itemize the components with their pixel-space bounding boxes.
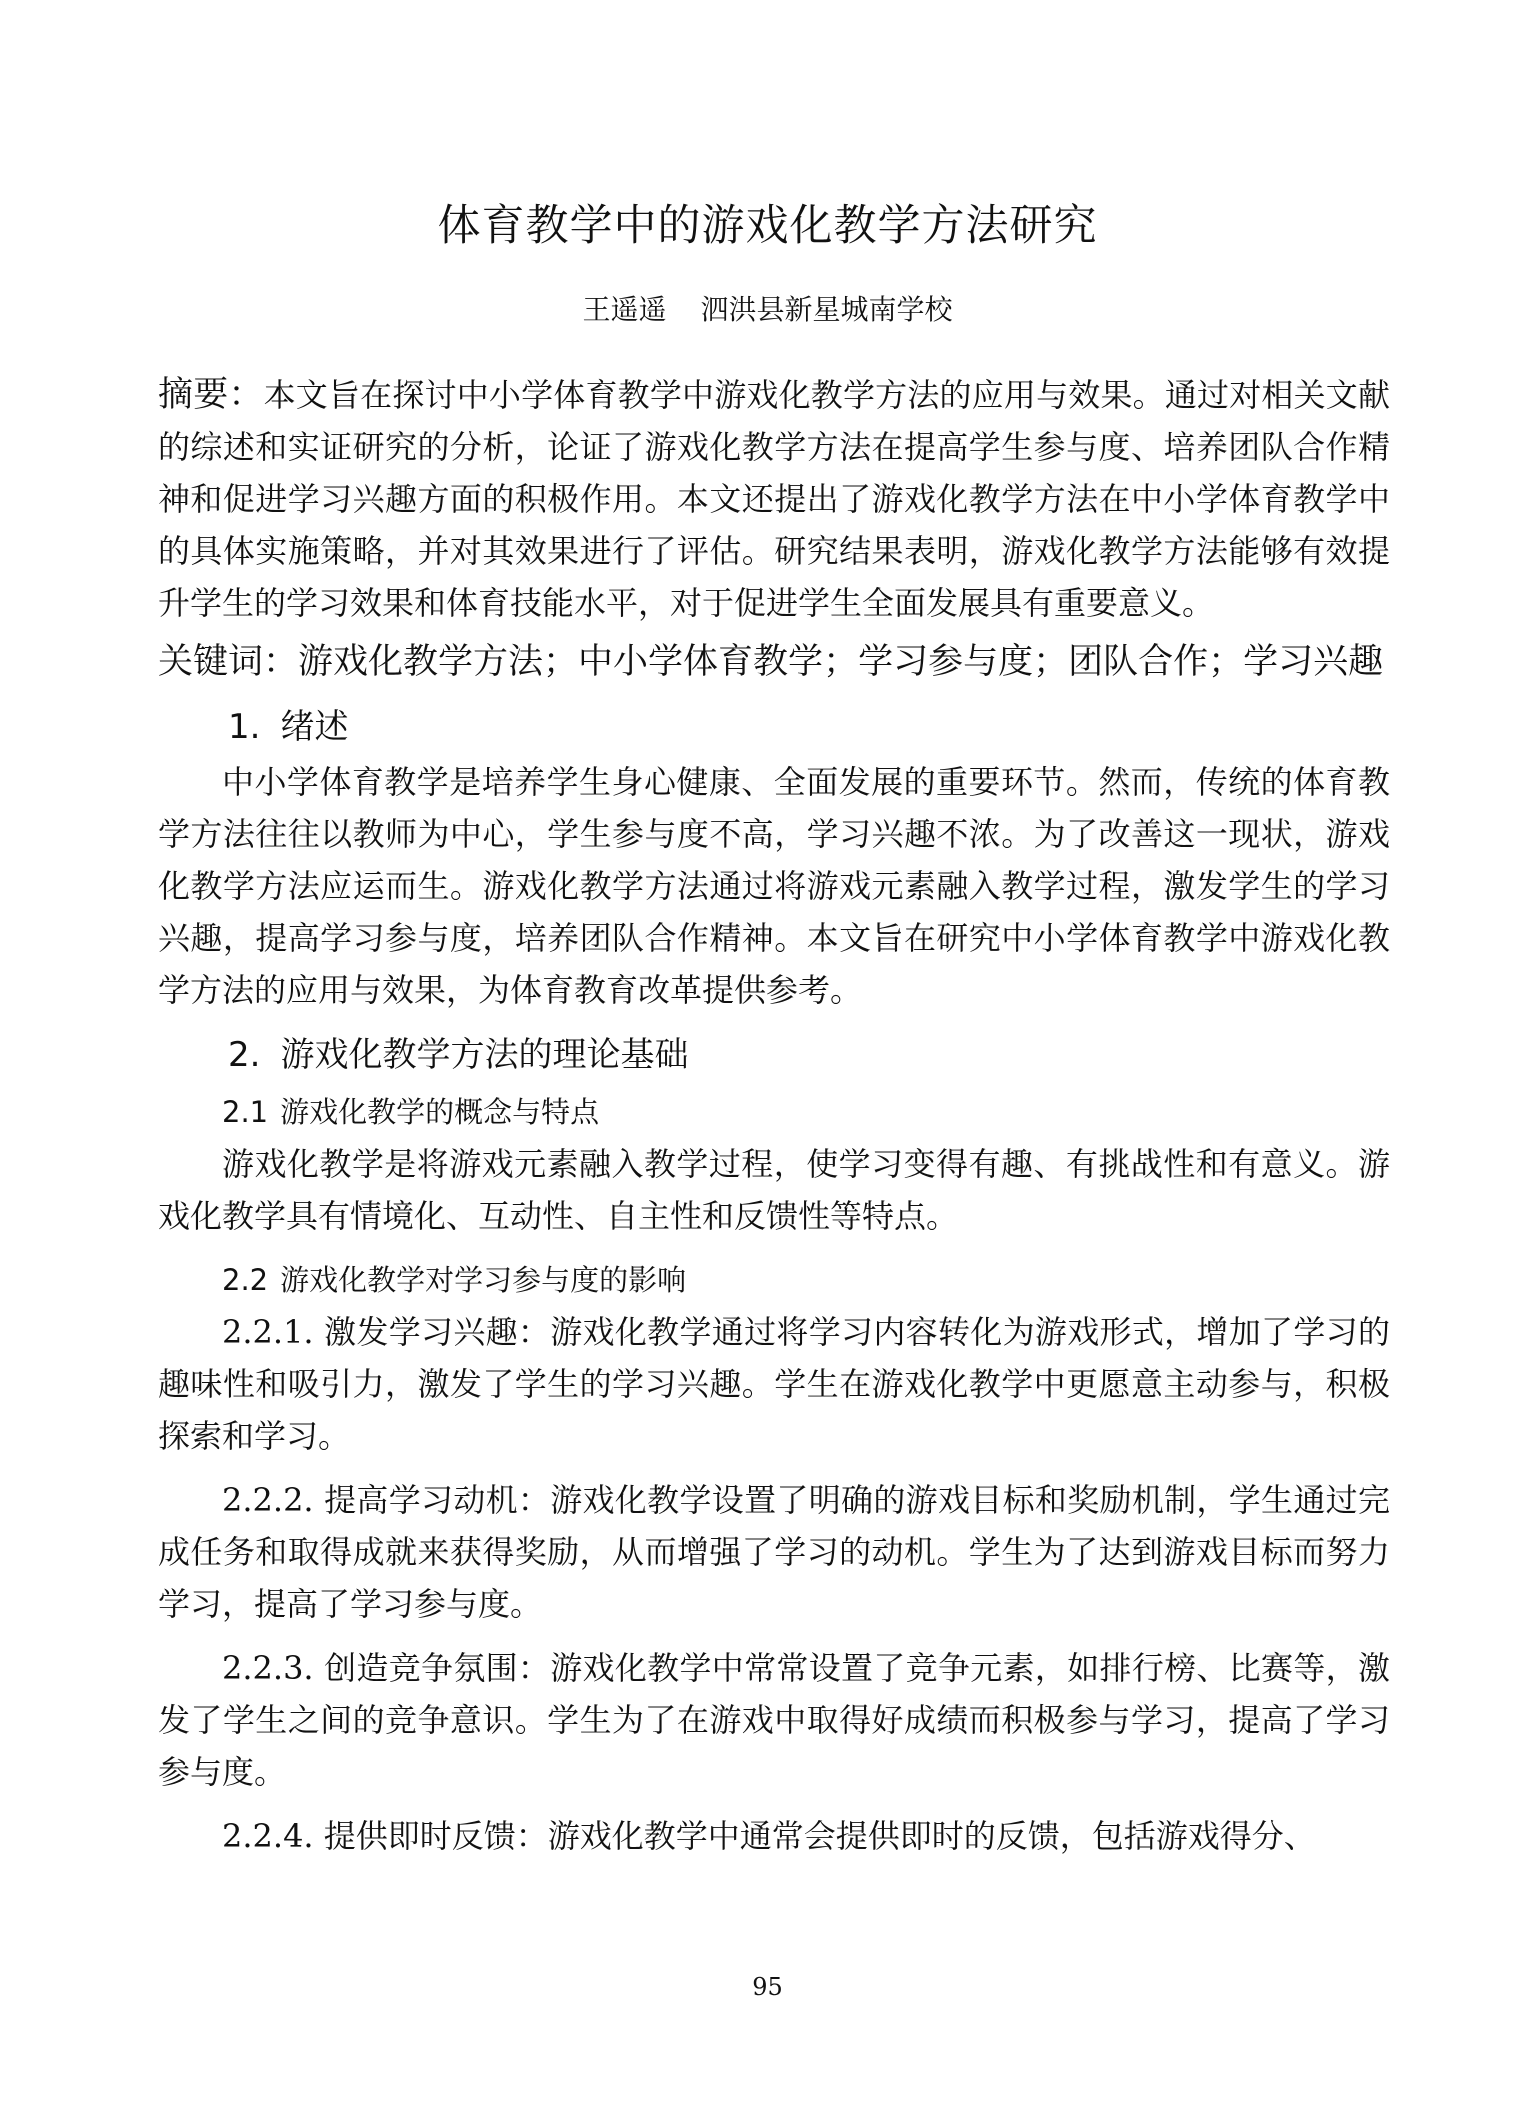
section-title: 绪述 xyxy=(280,707,349,747)
subsection-2-1-paragraph: 游戏化教学是将游戏元素融入教学过程，使学习变得有趣、有挑战性和有意义。游戏化教学具有情境化、互动性、自主性和反馈性等特点。 xyxy=(158,1145,1390,1235)
subsection-title: 游戏化教学的概念与特点 xyxy=(280,1095,600,1129)
keyword: ； 团队合作 xyxy=(1033,642,1208,682)
abstract-label: 摘要： xyxy=(158,375,264,415)
keyword: ； 学习参与度 xyxy=(823,642,1033,682)
section-heading-2 xyxy=(158,1026,1390,1084)
keywords xyxy=(158,631,1390,694)
paragraph-2-2-4: 2.2.4. 提供即时反馈：游戏化教学中通常会提供即时的反馈，包括游戏得分、 xyxy=(222,1817,1316,1855)
paragraph-2-2-3: 2.2.3. 创造竞争氛围：游戏化教学中常常设置了竞争元素，如排行榜、比赛等，激发了学生之间的竞争意识。学生为了在游戏中取得好成绩而积极参与学习，提高了学习参与度。 xyxy=(158,1649,1390,1791)
author-affiliation: 泗洪县新星城南学校 xyxy=(700,293,953,326)
subsection-heading-2-2 xyxy=(158,1254,1390,1306)
section-number: 2. xyxy=(228,1035,261,1075)
page-number: 95 xyxy=(752,1973,783,2001)
abstract xyxy=(158,369,1390,629)
section-number: 1. xyxy=(228,707,261,747)
section-heading-1 xyxy=(158,698,1390,756)
keyword: 游戏化教学方法 xyxy=(298,642,544,682)
section-title: 游戏化教学方法的理论基础 xyxy=(280,1035,689,1075)
subsection-number: 2.2 xyxy=(222,1263,269,1297)
keywords-label: 关键词： xyxy=(158,642,299,682)
author-name: 王遥遥 xyxy=(582,293,667,326)
paper-body xyxy=(158,369,1390,1862)
author-line xyxy=(0,290,1535,330)
section-1-paragraph: 中小学体育教学是培养学生身心健康、全面发展的重要环节。然而，传统的体育教学方法往往以教师为中心，学生参与度不高，学习兴趣不浓。为了改善这一现状，游戏化教学方法应运而生。游戏化教学方法通过将游戏元素融入教学过程，激发学生的学习兴趣，提高学习参与度，培养团队合作精神。本文旨在研究中小学体育教学中游戏化教学方法的应用与效果，为体育教育改革提供参考。 xyxy=(158,763,1390,1009)
keyword: ； 学习兴趣 xyxy=(1208,642,1383,682)
paragraph-2-2-1: 2.2.1. 激发学习兴趣：游戏化教学通过将学习内容转化为游戏形式，增加了学习的趣味性和吸引力，激发了学生的学习兴趣。学生在游戏化教学中更愿意主动参与，积极探索和学习。 xyxy=(158,1313,1390,1455)
abstract-text: 本文旨在探讨中小学体育教学中游戏化教学方法的应用与效果。通过对相关文献的综述和实证研究的分析，论证了游戏化教学方法在提高学生参与度、培养团队合作精神和促进学习兴趣方面的积极作用。本文还提出了游戏化教学方法在中小学体育教学中的具体实施策略，并对其效果进行了评估。研究结果表明，游戏化教学方法能够有效提升学生的学习效果和体育技能水平，对于促进学生全面发展具有重要意义。 xyxy=(158,376,1390,622)
keyword: ； 中小学体育教学 xyxy=(543,642,823,682)
paragraph-2-2-2: 2.2.2. 提高学习动机：游戏化教学设置了明确的游戏目标和奖励机制，学生通过完成任务和取得成就来获得奖励，从而增强了学习的动机。学生为了达到游戏目标而努力学习，提高了学习参与度。 xyxy=(158,1481,1390,1623)
subsection-title: 游戏化教学对学习参与度的影响 xyxy=(280,1263,687,1297)
paper-title: 体育教学中的游戏化教学方法研究 xyxy=(437,201,1098,251)
subsection-number: 2.1 xyxy=(222,1095,269,1129)
subsection-heading-2-1 xyxy=(158,1086,1390,1138)
